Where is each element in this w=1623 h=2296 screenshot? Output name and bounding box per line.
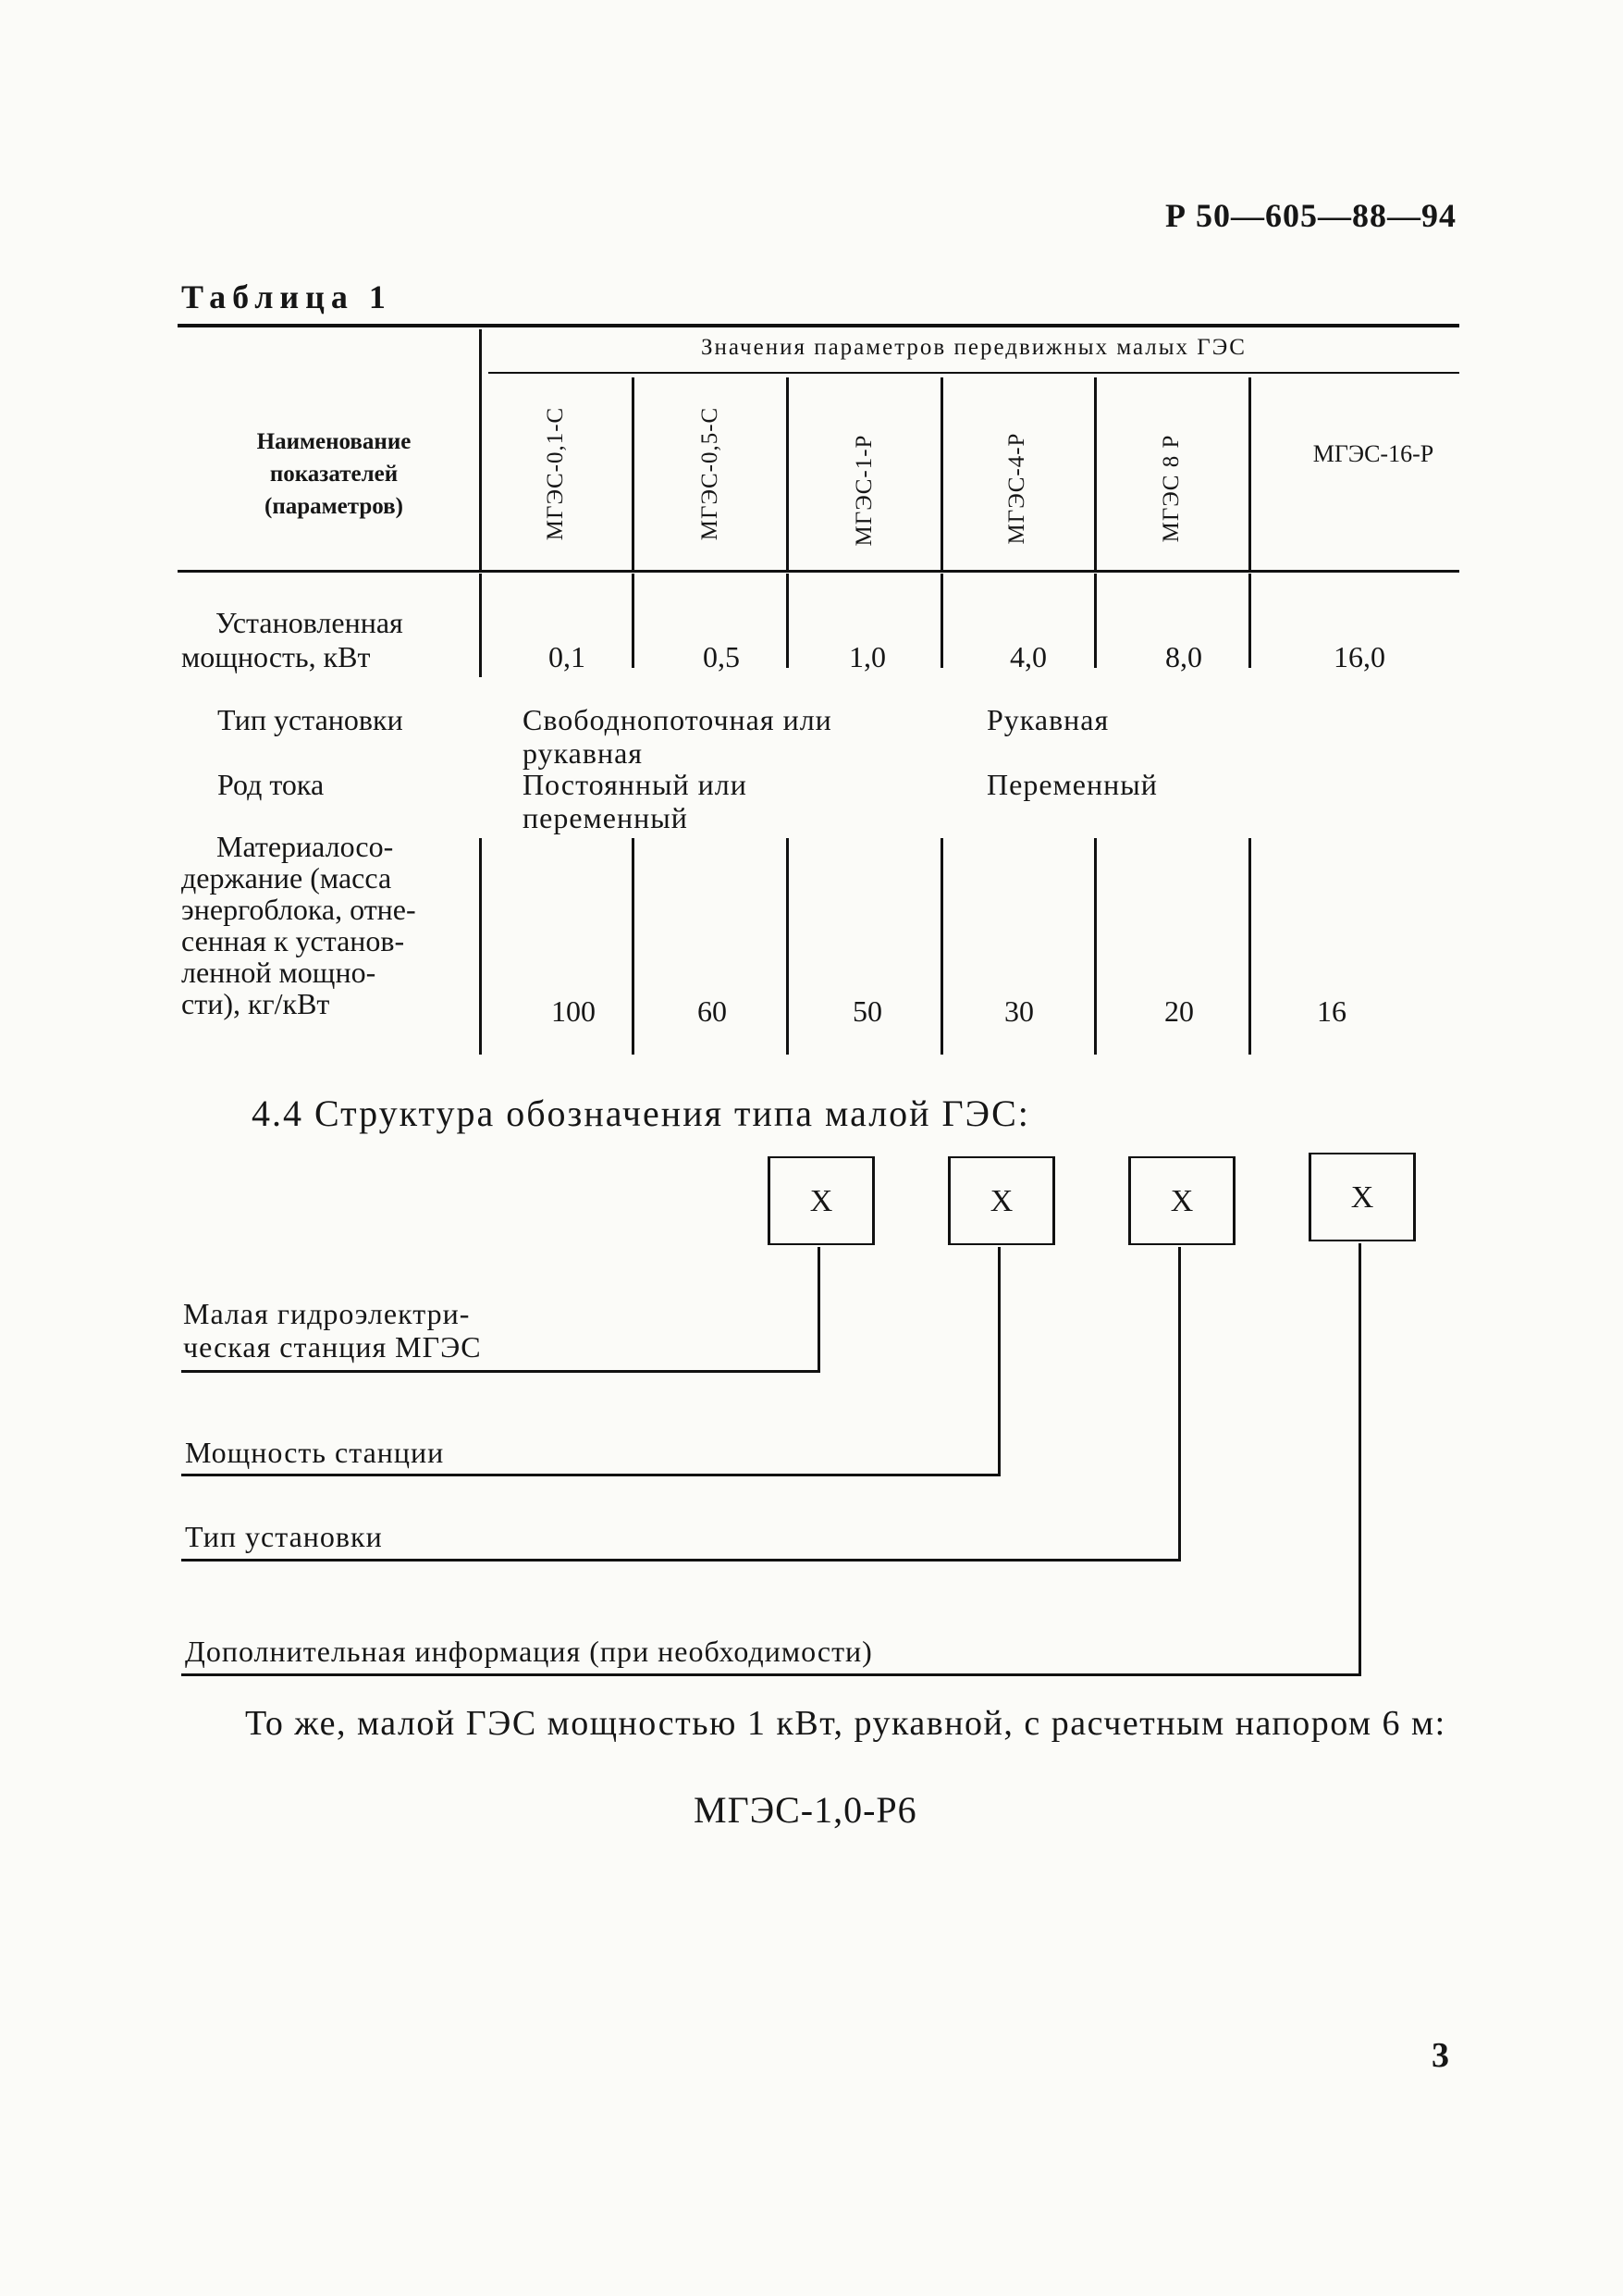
example-paragraph: То же, малой ГЭС мощностью 1 кВт, рукавной, с расчетным напором 6 м: — [245, 1704, 1446, 1743]
leader-line-horizontal — [181, 1559, 1178, 1562]
table-divider — [1094, 838, 1097, 1055]
table-cell: 16,0 — [1334, 640, 1385, 673]
row-label-current: Род тока — [217, 768, 325, 801]
row-label-line: ленной мощно- — [181, 956, 376, 989]
row-label-material — [181, 831, 416, 1019]
box-symbol: X — [809, 1184, 833, 1218]
column-header-mges-0-1-c: МГЭС-0,1-С — [543, 406, 568, 541]
leader-line-vertical — [998, 1247, 1001, 1476]
current-right-cell: Переменный — [987, 768, 1158, 801]
row-label-line: сти), кг/кВт — [181, 987, 330, 1020]
row-label-line: мощность, кВт — [181, 640, 371, 673]
row-label-line: держание (масса — [181, 861, 392, 895]
table-cell: 50 — [853, 994, 882, 1028]
label-line: Малая гидроэлектри- — [183, 1297, 471, 1330]
designation-box-3 — [1128, 1156, 1236, 1245]
table-divider — [1094, 377, 1097, 570]
designation-box-1 — [768, 1156, 875, 1245]
box-symbol: X — [1350, 1180, 1374, 1215]
parameter-column-header — [181, 426, 486, 523]
table-title: Таблица 1 — [181, 278, 392, 315]
box-symbol: X — [1170, 1184, 1194, 1218]
leader-line-vertical — [1178, 1247, 1181, 1562]
designation-label-power: Мощность станции — [185, 1436, 445, 1469]
leader-line-horizontal — [181, 1474, 998, 1476]
row-label-install-type: Тип установки — [217, 703, 403, 736]
cell-line: рукавная — [523, 736, 643, 770]
designation-box-4 — [1309, 1153, 1416, 1241]
table-cell: 0,1 — [548, 640, 585, 673]
install-type-right-cell: Рукавная — [987, 703, 1110, 736]
table-divider — [479, 838, 482, 1055]
header-bottom-rule — [178, 570, 1459, 573]
box-symbol: X — [990, 1184, 1014, 1218]
table-cell: 4,0 — [1010, 640, 1047, 673]
label-line: ческая станция МГЭС — [183, 1330, 482, 1364]
parameter-header-line: Наименование — [256, 429, 412, 454]
table-cell: 1,0 — [849, 640, 886, 673]
table-divider — [786, 838, 789, 1055]
row-label-line: энергоблока, отне- — [181, 893, 416, 926]
column-header-mges-8-r: МГЭС 8 Р — [1159, 434, 1184, 543]
parameter-header-line: показателей — [269, 462, 399, 487]
designation-label-install-type: Тип установки — [185, 1520, 383, 1553]
row-label-power — [215, 606, 403, 640]
table-divider — [479, 574, 482, 677]
column-header-mges-4-r: МГЭС-4-Р — [1004, 432, 1029, 545]
table-top-rule — [178, 324, 1459, 327]
leader-line-horizontal — [181, 1370, 818, 1373]
group-header: Значения параметров передвижных малых ГЭС — [701, 335, 1247, 360]
row-label-power-line2 — [181, 640, 370, 674]
cell-line: переменный — [523, 801, 688, 834]
designation-label-extra-info: Дополнительная информация (при необходимости) — [185, 1635, 873, 1668]
row-label-line: Материалосо- — [216, 830, 394, 863]
column-header-mges-0-5-c: МГЭС-0,5-С — [697, 406, 722, 541]
column-header-mges-16-r: МГЭС-16-Р — [1312, 440, 1434, 467]
table-cell: 30 — [1004, 994, 1034, 1028]
group-header-rule — [488, 372, 1459, 374]
column-header-mges-1-r: МГЭС-1-Р — [852, 434, 877, 547]
table-divider — [632, 377, 634, 570]
table-cell: 0,5 — [703, 640, 740, 673]
table-divider — [1248, 377, 1251, 570]
page-number: 3 — [1432, 2036, 1449, 2075]
table-divider — [786, 377, 789, 570]
leader-line-vertical — [1359, 1243, 1361, 1676]
example-designation: МГЭС-1,0-Р6 — [694, 1789, 917, 1831]
table-cell: 20 — [1164, 994, 1194, 1028]
current-left-cell — [523, 768, 747, 834]
row-label-line: сенная к установ- — [181, 924, 405, 957]
section-heading: 4.4 Структура обозначения типа малой ГЭС: — [252, 1092, 1030, 1134]
cell-line: Свободнопоточная или — [523, 703, 832, 736]
row-label-line: Установленная — [215, 606, 403, 639]
table-cell: 16 — [1317, 994, 1346, 1028]
designation-label-station — [183, 1297, 482, 1364]
table-cell: 8,0 — [1165, 640, 1202, 673]
leader-line-vertical — [818, 1247, 820, 1373]
cell-line: Постоянный или — [523, 768, 747, 801]
leader-line-horizontal — [181, 1673, 1359, 1676]
parameter-header-line: (параметров) — [264, 494, 403, 519]
table-cell: 60 — [697, 994, 727, 1028]
document-code: Р 50—605—88—94 — [1165, 197, 1457, 234]
designation-box-2 — [948, 1156, 1055, 1245]
table-divider — [941, 377, 943, 570]
install-type-left-cell — [523, 703, 832, 770]
table-cell: 100 — [551, 994, 596, 1028]
